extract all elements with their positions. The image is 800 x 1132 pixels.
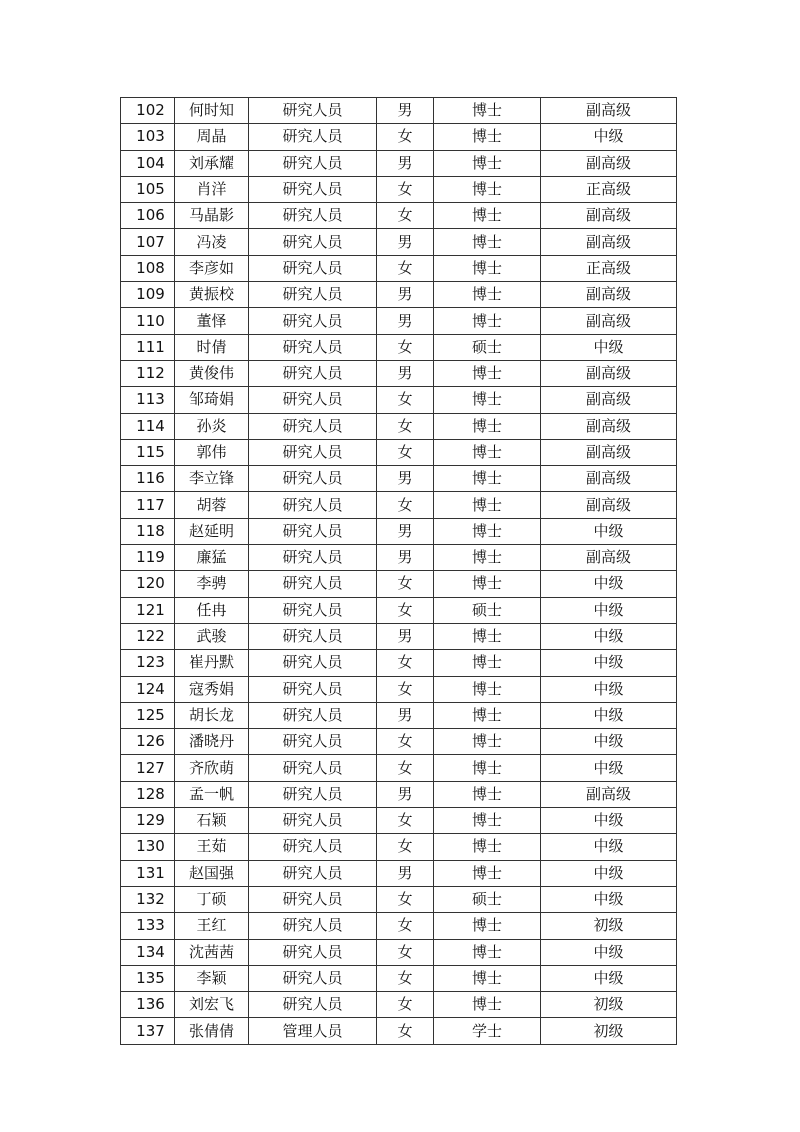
staff-name-cell: 张倩倩 <box>175 1018 249 1044</box>
staff-category-cell: 研究人员 <box>249 729 377 755</box>
staff-number-cell: 129 <box>121 808 175 834</box>
staff-category-cell: 研究人员 <box>249 781 377 807</box>
staff-title-level-cell: 副高级 <box>541 150 677 176</box>
staff-gender-cell: 男 <box>377 702 434 728</box>
table-row <box>121 597 677 623</box>
staff-number-cell: 137 <box>121 1018 175 1044</box>
table-row <box>121 466 677 492</box>
staff-gender-cell: 女 <box>377 886 434 912</box>
staff-title-level-cell: 中级 <box>541 597 677 623</box>
staff-title-level-cell: 中级 <box>541 702 677 728</box>
staff-number-cell: 116 <box>121 466 175 492</box>
staff-category-cell: 研究人员 <box>249 360 377 386</box>
table-row <box>121 623 677 649</box>
staff-title-level-cell: 中级 <box>541 518 677 544</box>
staff-name-cell: 刘宏飞 <box>175 992 249 1018</box>
staff-category-cell: 研究人员 <box>249 98 377 124</box>
staff-gender-cell: 女 <box>377 334 434 360</box>
staff-category-cell: 研究人员 <box>249 860 377 886</box>
staff-title-level-cell: 副高级 <box>541 282 677 308</box>
staff-category-cell: 研究人员 <box>249 413 377 439</box>
staff-number-cell: 134 <box>121 939 175 965</box>
staff-gender-cell: 男 <box>377 150 434 176</box>
staff-category-cell: 研究人员 <box>249 571 377 597</box>
staff-number-cell: 112 <box>121 360 175 386</box>
staff-degree-cell: 博士 <box>434 650 541 676</box>
staff-category-cell: 研究人员 <box>249 623 377 649</box>
staff-degree-cell: 博士 <box>434 729 541 755</box>
table-row <box>121 702 677 728</box>
staff-category-cell: 研究人员 <box>249 808 377 834</box>
staff-title-level-cell: 中级 <box>541 808 677 834</box>
staff-number-cell: 128 <box>121 781 175 807</box>
staff-number-cell: 109 <box>121 282 175 308</box>
staff-number-cell: 131 <box>121 860 175 886</box>
staff-number-cell: 132 <box>121 886 175 912</box>
staff-gender-cell: 女 <box>377 729 434 755</box>
staff-title-level-cell: 副高级 <box>541 203 677 229</box>
staff-title-level-cell: 中级 <box>541 729 677 755</box>
staff-title-level-cell: 初级 <box>541 913 677 939</box>
staff-title-level-cell: 副高级 <box>541 98 677 124</box>
staff-name-cell: 李颖 <box>175 965 249 991</box>
staff-name-cell: 周晶 <box>175 124 249 150</box>
staff-number-cell: 117 <box>121 492 175 518</box>
staff-name-cell: 王红 <box>175 913 249 939</box>
staff-gender-cell: 女 <box>377 913 434 939</box>
table-row <box>121 676 677 702</box>
table-row <box>121 781 677 807</box>
staff-category-cell: 研究人员 <box>249 439 377 465</box>
staff-name-cell: 齐欣萌 <box>175 755 249 781</box>
staff-category-cell: 研究人员 <box>249 676 377 702</box>
table-row <box>121 334 677 360</box>
staff-gender-cell: 男 <box>377 282 434 308</box>
staff-name-cell: 武骏 <box>175 623 249 649</box>
staff-degree-cell: 博士 <box>434 466 541 492</box>
table-row <box>121 939 677 965</box>
staff-number-cell: 135 <box>121 965 175 991</box>
staff-name-cell: 郭伟 <box>175 439 249 465</box>
table-body <box>121 98 677 1045</box>
staff-category-cell: 研究人员 <box>249 492 377 518</box>
staff-gender-cell: 女 <box>377 387 434 413</box>
staff-gender-cell: 男 <box>377 518 434 544</box>
staff-number-cell: 127 <box>121 755 175 781</box>
staff-category-cell: 研究人员 <box>249 518 377 544</box>
staff-degree-cell: 博士 <box>434 518 541 544</box>
staff-gender-cell: 女 <box>377 1018 434 1044</box>
table-row <box>121 98 677 124</box>
staff-degree-cell: 博士 <box>434 203 541 229</box>
staff-category-cell: 研究人员 <box>249 124 377 150</box>
staff-category-cell: 研究人员 <box>249 176 377 202</box>
staff-table <box>120 97 677 1045</box>
table-row <box>121 571 677 597</box>
staff-title-level-cell: 中级 <box>541 834 677 860</box>
staff-number-cell: 123 <box>121 650 175 676</box>
staff-number-cell: 102 <box>121 98 175 124</box>
staff-name-cell: 李立锋 <box>175 466 249 492</box>
staff-degree-cell: 博士 <box>434 492 541 518</box>
staff-degree-cell: 博士 <box>434 992 541 1018</box>
staff-degree-cell: 学士 <box>434 1018 541 1044</box>
staff-degree-cell: 博士 <box>434 913 541 939</box>
staff-degree-cell: 博士 <box>434 124 541 150</box>
staff-title-level-cell: 中级 <box>541 965 677 991</box>
table-row <box>121 755 677 781</box>
staff-number-cell: 105 <box>121 176 175 202</box>
table-row <box>121 492 677 518</box>
staff-name-cell: 孟一帆 <box>175 781 249 807</box>
table-row <box>121 124 677 150</box>
staff-number-cell: 114 <box>121 413 175 439</box>
staff-degree-cell: 博士 <box>434 808 541 834</box>
staff-gender-cell: 女 <box>377 939 434 965</box>
staff-title-level-cell: 中级 <box>541 650 677 676</box>
staff-category-cell: 研究人员 <box>249 255 377 281</box>
staff-degree-cell: 博士 <box>434 176 541 202</box>
staff-gender-cell: 女 <box>377 124 434 150</box>
table-row <box>121 360 677 386</box>
staff-degree-cell: 博士 <box>434 360 541 386</box>
staff-category-cell: 研究人员 <box>249 992 377 1018</box>
staff-name-cell: 沈茜茜 <box>175 939 249 965</box>
staff-degree-cell: 博士 <box>434 571 541 597</box>
staff-name-cell: 孙炎 <box>175 413 249 439</box>
staff-category-cell: 研究人员 <box>249 545 377 571</box>
staff-gender-cell: 男 <box>377 781 434 807</box>
table-row <box>121 255 677 281</box>
staff-gender-cell: 女 <box>377 676 434 702</box>
staff-degree-cell: 博士 <box>434 98 541 124</box>
staff-degree-cell: 博士 <box>434 413 541 439</box>
staff-name-cell: 赵延明 <box>175 518 249 544</box>
staff-number-cell: 118 <box>121 518 175 544</box>
staff-name-cell: 冯凌 <box>175 229 249 255</box>
staff-title-level-cell: 中级 <box>541 334 677 360</box>
staff-name-cell: 肖洋 <box>175 176 249 202</box>
staff-name-cell: 潘晓丹 <box>175 729 249 755</box>
staff-name-cell: 寇秀娟 <box>175 676 249 702</box>
staff-number-cell: 104 <box>121 150 175 176</box>
table-row <box>121 860 677 886</box>
table-row <box>121 650 677 676</box>
staff-degree-cell: 博士 <box>434 781 541 807</box>
staff-number-cell: 124 <box>121 676 175 702</box>
table-row <box>121 729 677 755</box>
staff-gender-cell: 女 <box>377 597 434 623</box>
staff-gender-cell: 男 <box>377 360 434 386</box>
staff-title-level-cell: 中级 <box>541 886 677 912</box>
staff-number-cell: 119 <box>121 545 175 571</box>
table-row <box>121 1018 677 1044</box>
staff-number-cell: 121 <box>121 597 175 623</box>
staff-category-cell: 研究人员 <box>249 597 377 623</box>
table-row <box>121 229 677 255</box>
staff-degree-cell: 硕士 <box>434 886 541 912</box>
staff-name-cell: 马晶影 <box>175 203 249 229</box>
staff-title-level-cell: 副高级 <box>541 360 677 386</box>
staff-number-cell: 113 <box>121 387 175 413</box>
staff-title-level-cell: 副高级 <box>541 466 677 492</box>
staff-category-cell: 研究人员 <box>249 965 377 991</box>
staff-name-cell: 黄振校 <box>175 282 249 308</box>
staff-name-cell: 任冉 <box>175 597 249 623</box>
table-row <box>121 150 677 176</box>
table-row <box>121 203 677 229</box>
staff-degree-cell: 博士 <box>434 229 541 255</box>
staff-category-cell: 研究人员 <box>249 150 377 176</box>
staff-degree-cell: 博士 <box>434 834 541 860</box>
staff-category-cell: 研究人员 <box>249 913 377 939</box>
staff-name-cell: 时倩 <box>175 334 249 360</box>
staff-number-cell: 106 <box>121 203 175 229</box>
staff-title-level-cell: 副高级 <box>541 308 677 334</box>
table-row <box>121 834 677 860</box>
staff-name-cell: 刘承耀 <box>175 150 249 176</box>
staff-gender-cell: 女 <box>377 808 434 834</box>
staff-gender-cell: 女 <box>377 413 434 439</box>
staff-name-cell: 赵国强 <box>175 860 249 886</box>
staff-name-cell: 李骋 <box>175 571 249 597</box>
staff-degree-cell: 博士 <box>434 965 541 991</box>
staff-category-cell: 研究人员 <box>249 466 377 492</box>
table-row <box>121 545 677 571</box>
staff-gender-cell: 女 <box>377 755 434 781</box>
staff-degree-cell: 硕士 <box>434 334 541 360</box>
staff-title-level-cell: 中级 <box>541 623 677 649</box>
staff-name-cell: 丁硕 <box>175 886 249 912</box>
staff-title-level-cell: 中级 <box>541 755 677 781</box>
staff-title-level-cell: 正高级 <box>541 255 677 281</box>
staff-title-level-cell: 初级 <box>541 992 677 1018</box>
staff-category-cell: 研究人员 <box>249 886 377 912</box>
staff-category-cell: 研究人员 <box>249 229 377 255</box>
table-row <box>121 387 677 413</box>
staff-category-cell: 研究人员 <box>249 755 377 781</box>
staff-name-cell: 黄俊伟 <box>175 360 249 386</box>
staff-category-cell: 研究人员 <box>249 834 377 860</box>
staff-degree-cell: 博士 <box>434 545 541 571</box>
staff-name-cell: 董怿 <box>175 308 249 334</box>
staff-name-cell: 石颖 <box>175 808 249 834</box>
staff-name-cell: 王茹 <box>175 834 249 860</box>
staff-name-cell: 李彦如 <box>175 255 249 281</box>
staff-category-cell: 研究人员 <box>249 702 377 728</box>
staff-title-level-cell: 初级 <box>541 1018 677 1044</box>
staff-gender-cell: 女 <box>377 176 434 202</box>
staff-degree-cell: 博士 <box>434 255 541 281</box>
table-row <box>121 965 677 991</box>
staff-title-level-cell: 副高级 <box>541 781 677 807</box>
staff-number-cell: 126 <box>121 729 175 755</box>
staff-number-cell: 108 <box>121 255 175 281</box>
staff-gender-cell: 男 <box>377 98 434 124</box>
staff-gender-cell: 男 <box>377 229 434 255</box>
staff-title-level-cell: 中级 <box>541 571 677 597</box>
staff-title-level-cell: 副高级 <box>541 229 677 255</box>
staff-number-cell: 120 <box>121 571 175 597</box>
staff-degree-cell: 博士 <box>434 282 541 308</box>
staff-number-cell: 110 <box>121 308 175 334</box>
table-row <box>121 913 677 939</box>
staff-gender-cell: 女 <box>377 492 434 518</box>
staff-gender-cell: 男 <box>377 623 434 649</box>
staff-category-cell: 研究人员 <box>249 650 377 676</box>
staff-degree-cell: 博士 <box>434 860 541 886</box>
staff-gender-cell: 女 <box>377 992 434 1018</box>
table-row <box>121 518 677 544</box>
staff-gender-cell: 女 <box>377 834 434 860</box>
staff-degree-cell: 博士 <box>434 676 541 702</box>
staff-gender-cell: 女 <box>377 650 434 676</box>
staff-title-level-cell: 副高级 <box>541 545 677 571</box>
table-row <box>121 282 677 308</box>
staff-degree-cell: 硕士 <box>434 597 541 623</box>
staff-gender-cell: 男 <box>377 466 434 492</box>
staff-number-cell: 115 <box>121 439 175 465</box>
table-row <box>121 439 677 465</box>
staff-category-cell: 研究人员 <box>249 939 377 965</box>
staff-category-cell: 研究人员 <box>249 203 377 229</box>
table-row <box>121 176 677 202</box>
staff-gender-cell: 女 <box>377 965 434 991</box>
staff-degree-cell: 博士 <box>434 439 541 465</box>
staff-number-cell: 125 <box>121 702 175 728</box>
staff-gender-cell: 女 <box>377 255 434 281</box>
staff-degree-cell: 博士 <box>434 150 541 176</box>
staff-gender-cell: 女 <box>377 203 434 229</box>
staff-title-level-cell: 副高级 <box>541 387 677 413</box>
staff-number-cell: 111 <box>121 334 175 360</box>
table-row <box>121 886 677 912</box>
staff-title-level-cell: 正高级 <box>541 176 677 202</box>
staff-name-cell: 廉猛 <box>175 545 249 571</box>
staff-category-cell: 研究人员 <box>249 282 377 308</box>
staff-degree-cell: 博士 <box>434 387 541 413</box>
staff-gender-cell: 女 <box>377 439 434 465</box>
staff-number-cell: 103 <box>121 124 175 150</box>
staff-gender-cell: 男 <box>377 308 434 334</box>
staff-degree-cell: 博士 <box>434 755 541 781</box>
table-row <box>121 808 677 834</box>
table-row <box>121 992 677 1018</box>
staff-degree-cell: 博士 <box>434 939 541 965</box>
staff-gender-cell: 男 <box>377 545 434 571</box>
staff-name-cell: 胡蓉 <box>175 492 249 518</box>
staff-number-cell: 130 <box>121 834 175 860</box>
staff-name-cell: 邹琦娟 <box>175 387 249 413</box>
table-row <box>121 308 677 334</box>
staff-name-cell: 崔丹默 <box>175 650 249 676</box>
staff-gender-cell: 男 <box>377 860 434 886</box>
staff-name-cell: 胡长龙 <box>175 702 249 728</box>
staff-title-level-cell: 中级 <box>541 860 677 886</box>
staff-title-level-cell: 中级 <box>541 124 677 150</box>
table-row <box>121 413 677 439</box>
staff-title-level-cell: 中级 <box>541 939 677 965</box>
staff-gender-cell: 女 <box>377 571 434 597</box>
staff-title-level-cell: 副高级 <box>541 439 677 465</box>
staff-number-cell: 107 <box>121 229 175 255</box>
staff-category-cell: 研究人员 <box>249 387 377 413</box>
staff-number-cell: 136 <box>121 992 175 1018</box>
staff-number-cell: 133 <box>121 913 175 939</box>
staff-degree-cell: 博士 <box>434 308 541 334</box>
staff-degree-cell: 博士 <box>434 623 541 649</box>
staff-category-cell: 管理人员 <box>249 1018 377 1044</box>
staff-title-level-cell: 副高级 <box>541 413 677 439</box>
staff-title-level-cell: 中级 <box>541 676 677 702</box>
staff-degree-cell: 博士 <box>434 702 541 728</box>
staff-category-cell: 研究人员 <box>249 334 377 360</box>
staff-title-level-cell: 副高级 <box>541 492 677 518</box>
staff-name-cell: 何时知 <box>175 98 249 124</box>
staff-category-cell: 研究人员 <box>249 308 377 334</box>
staff-number-cell: 122 <box>121 623 175 649</box>
